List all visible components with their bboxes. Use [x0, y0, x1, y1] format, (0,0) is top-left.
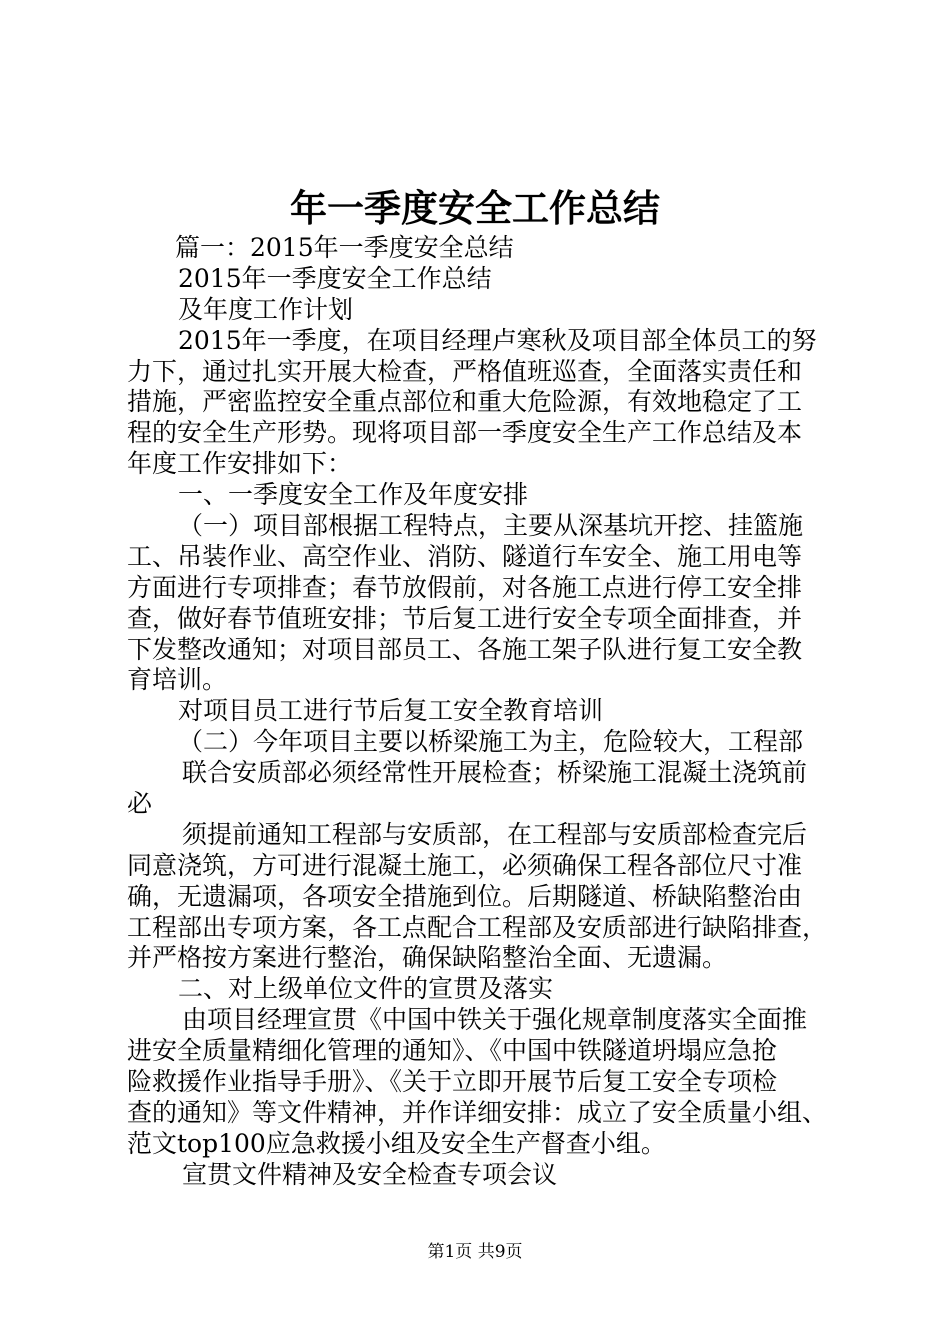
paragraph-line: 程的安全生产形势。现将项目部一季度安全生产工作总结及本	[127, 418, 803, 448]
paragraph-line: 确，无遗漏项，各项安全措施到位。后期隧道、桥缺陷整治由	[127, 881, 803, 911]
paragraph-line: 及年度工作计划	[178, 294, 354, 324]
paragraph-line: 查，做好春节值班安排；节后复工进行安全专项全面排查，并	[127, 603, 803, 633]
paragraph-line: 范文top100应急救援小组及安全生产督查小组。	[127, 1128, 666, 1158]
paragraph-line: 年度工作安排如下：	[127, 449, 353, 479]
paragraph-line: 一、一季度安全工作及年度安排	[178, 480, 529, 510]
document-title: 年一季度安全工作总结	[290, 187, 660, 230]
paragraph-line: 并严格按方案进行整治，确保缺陷整治全面、无遗漏。	[127, 943, 728, 973]
paragraph-line: 由项目经理宣贯《中国中铁关于强化规章制度落实全面推	[182, 1005, 808, 1035]
paragraph-line: 同意浇筑，方可进行混凝土施工，必须确保工程各部位尺寸准	[127, 850, 803, 880]
paragraph-line: 险救援作业指导手册》、《关于立即开展节后复工安全专项检	[127, 1067, 778, 1097]
paragraph-line: 力下，通过扎实开展大检查，严格值班巡查，全面落实责任和	[127, 356, 803, 386]
paragraph-line: 对项目员工进行节后复工安全教育培训	[178, 696, 604, 726]
paragraph-line: 方面进行专项排查；春节放假前，对各施工点进行停工安全排	[127, 572, 803, 602]
paragraph-line: 工程部出专项方案，各工点配合工程部及安质部进行缺陷排查，	[127, 912, 828, 942]
paragraph-line: 宣贯文件精神及安全检查专项会议	[182, 1159, 558, 1189]
paragraph-line: 进安全质量精细化管理的通知》、《中国中铁隧道坍塌应急抢	[127, 1036, 778, 1066]
paragraph-line: 2015年一季度，在项目经理卢寒秋及项目部全体员工的努	[178, 325, 817, 355]
paragraph-line: （一）项目部根据工程特点，主要从深基坑开挖、挂篮施	[178, 511, 804, 541]
paragraph-line: 工、吊装作业、高空作业、消防、隧道行车安全、施工用电等	[127, 541, 803, 571]
paragraph-line: 二、对上级单位文件的宣贯及落实	[178, 974, 554, 1004]
paragraph-line: 须提前通知工程部与安质部，在工程部与安质部检查完后	[182, 819, 808, 849]
paragraph-line: 必	[127, 789, 153, 819]
document-body	[127, 233, 847, 1191]
paragraph-line: 联合安质部必须经常性开展检查；桥梁施工混凝土浇筑前	[182, 758, 808, 788]
paragraph-line: （二）今年项目主要以桥梁施工为主，危险较大，工程部	[178, 727, 804, 757]
paragraph-line: 篇一：2015年一季度安全总结	[175, 233, 514, 262]
paragraph-line: 查的通知》等文件精神，并作详细安排：成立了安全质量小组、	[127, 1097, 828, 1127]
paragraph-line: 育培训。	[127, 665, 228, 695]
paragraph-line: 措施，严密监控安全重点部位和重大危险源，有效地稳定了工	[127, 387, 803, 417]
paragraph-line: 2015年一季度安全工作总结	[178, 263, 492, 293]
page-footer: 第1页 共9页	[427, 1242, 523, 1262]
paragraph-line: 下发整改通知；对项目部员工、各施工架子队进行复工安全教	[127, 634, 803, 664]
